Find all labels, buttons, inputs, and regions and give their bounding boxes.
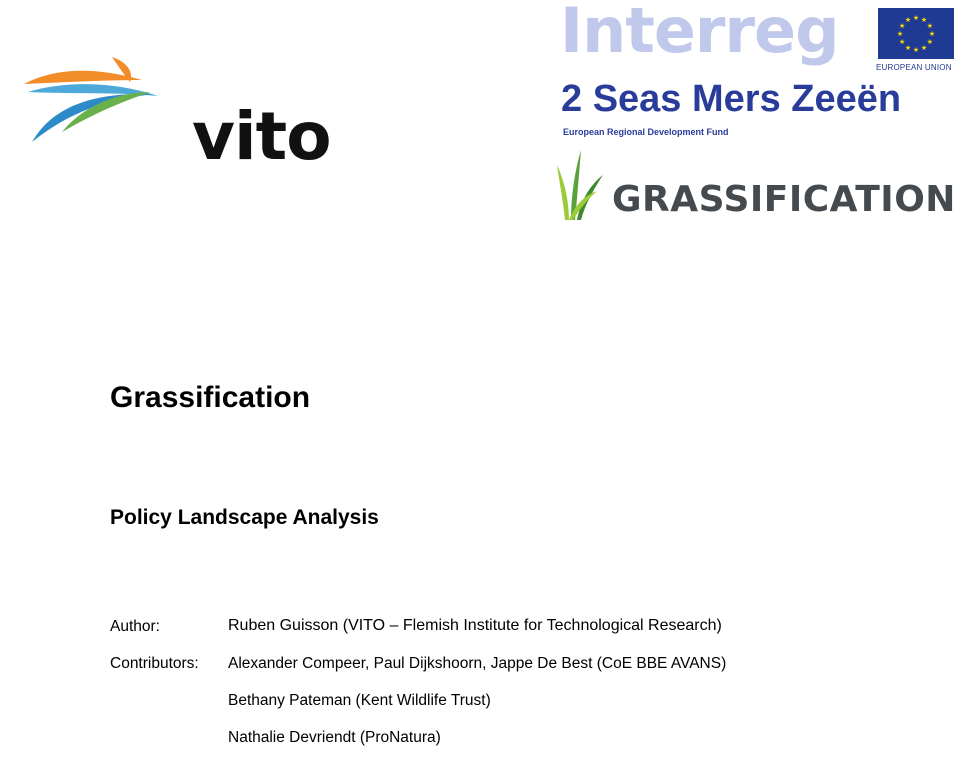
eu-label: EUROPEAN UNION bbox=[876, 63, 952, 72]
eu-star-icon: ★ bbox=[912, 15, 920, 22]
eu-flag-icon bbox=[878, 8, 954, 59]
eu-star-icon: ★ bbox=[926, 23, 934, 30]
fund-name: European Regional Development Fund bbox=[563, 127, 729, 137]
vito-logo bbox=[22, 52, 332, 175]
eu-star-icon: ★ bbox=[896, 31, 904, 38]
eu-star-icon: ★ bbox=[920, 44, 928, 52]
contributor-line: Alexander Compeer, Paul Dijkshoorn, Jappe De Best (CoE BBE AVANS) bbox=[228, 655, 727, 672]
document-title: Grassification bbox=[110, 381, 311, 414]
contributor-line: Bethany Pateman (Kent Wildlife Trust) bbox=[228, 692, 491, 709]
author-name: Ruben Guisson (VITO – Flemish Institute for Technological Research) bbox=[228, 617, 722, 634]
eu-star-icon: ★ bbox=[912, 47, 920, 54]
grassification-wordmark: GRASSIFICATION bbox=[612, 179, 956, 220]
eu-star-icon: ★ bbox=[926, 39, 934, 46]
contributors-label: Contributors: bbox=[110, 655, 199, 672]
vito-wordmark: vito bbox=[192, 98, 331, 175]
eu-star-icon: ★ bbox=[904, 17, 912, 25]
eu-star-icon: ★ bbox=[928, 31, 936, 38]
eu-star-icon: ★ bbox=[920, 17, 928, 25]
author-label: Author: bbox=[110, 618, 160, 635]
document-subtitle: Policy Landscape Analysis bbox=[110, 506, 379, 529]
vito-swoosh-icon bbox=[22, 52, 182, 147]
eu-star-icon: ★ bbox=[898, 23, 906, 30]
contributor-line: Nathalie Devriendt (ProNatura) bbox=[228, 729, 441, 746]
grass-icon bbox=[555, 145, 615, 225]
eu-star-icon: ★ bbox=[904, 44, 912, 52]
eu-star-icon: ★ bbox=[898, 39, 906, 46]
programme-name: 2 Seas Mers Zeeën bbox=[561, 78, 902, 120]
interreg-wordmark: Interreg bbox=[560, 0, 839, 67]
